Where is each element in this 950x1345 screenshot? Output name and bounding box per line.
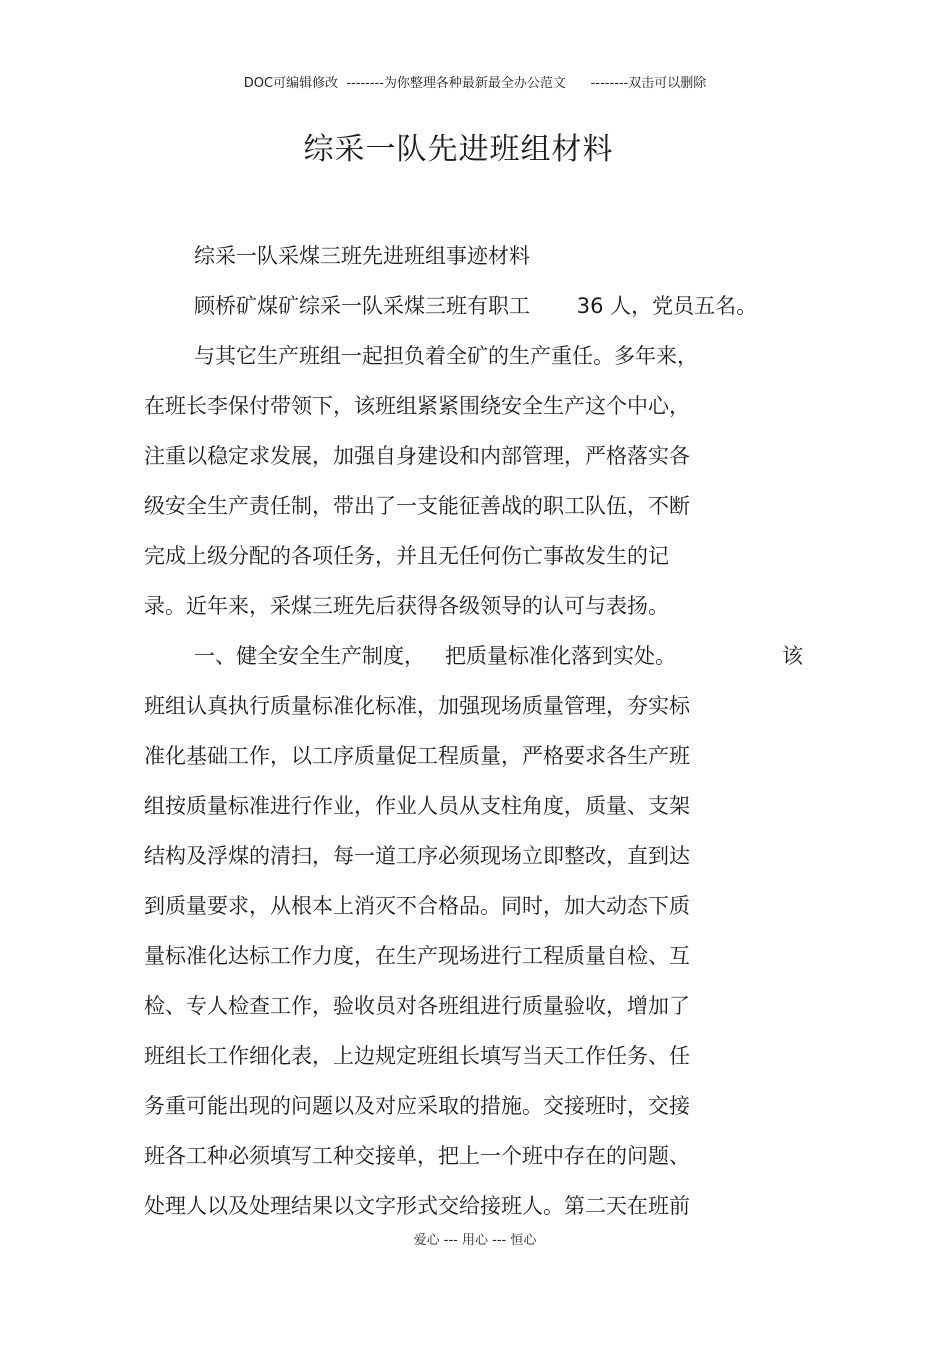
body-line: 处理人以及处理结果以文字形式交给接班人。第二天在班前 [144, 1194, 690, 1218]
body-line: 结构及浮煤的清扫，每一道工序必须现场立即整改，直到达 [144, 844, 690, 868]
body-line: 班组长工作细化表，上边规定班组长填写当天工作任务、任 [144, 1044, 690, 1068]
body-line: 与其它生产班组一起担负着全矿的生产重任。多年来， [194, 344, 698, 368]
body-line: 级安全生产责任制，带出了一支能征善战的职工队伍，不断 [144, 494, 690, 518]
body-line: 注重以稳定求发展，加强自身建设和内部管理，严格落实各 [144, 444, 690, 468]
body-line: 检、专人检查工作，验收员对各班组进行质量验收，增加了 [144, 994, 690, 1018]
document-title: 综采一队先进班组材料 [303, 132, 614, 167]
section-heading: 一、健全安全生产制度， 把质量标准化落到实处。 [194, 644, 677, 668]
body-line: 务重可能出现的问题以及对应采取的措施。交接班时，交接 [144, 1094, 690, 1118]
body-line: 在班长李保付带领下，该班组紧紧围绕安全生产这个中心， [144, 394, 690, 418]
body-line: 该 [782, 644, 803, 668]
body-line: 完成上级分配的各项任务，并且无任何伤亡事故发生的记 [144, 544, 669, 568]
body-line: 组按质量标准进行作业，作业人员从支柱角度，质量、支架 [144, 794, 690, 818]
body-line: 录。近年来，采煤三班先后获得各级领导的认可与表扬。 [144, 594, 669, 618]
page-header: DOC可编辑修改 --------为你整理各种最新最全办公范文 --------双击可以删除 [243, 76, 707, 91]
body-line: 准化基础工作，以工序质量促工程质量，严格要求各生产班 [144, 744, 690, 768]
body-line: 量标准化达标工作力度，在生产现场进行工程质量自检、互 [144, 944, 690, 968]
body-line: 到质量要求，从根本上消灭不合格品。同时，加大动态下质 [144, 894, 690, 918]
body-line: 班各工种必须填写工种交接单，把上一个班中存在的问题、 [144, 1144, 690, 1168]
body-line: 综采一队采煤三班先进班组事迹材料 [194, 244, 530, 268]
body-line: 顾桥矿煤矿综采一队采煤三班有职工 36 人，党员五名。 [194, 294, 758, 318]
page-footer: 爱心 --- 用心 --- 恒心 [413, 1233, 537, 1248]
body-line: 班组认真执行质量标准化标准，加强现场质量管理，夯实标 [144, 694, 690, 718]
